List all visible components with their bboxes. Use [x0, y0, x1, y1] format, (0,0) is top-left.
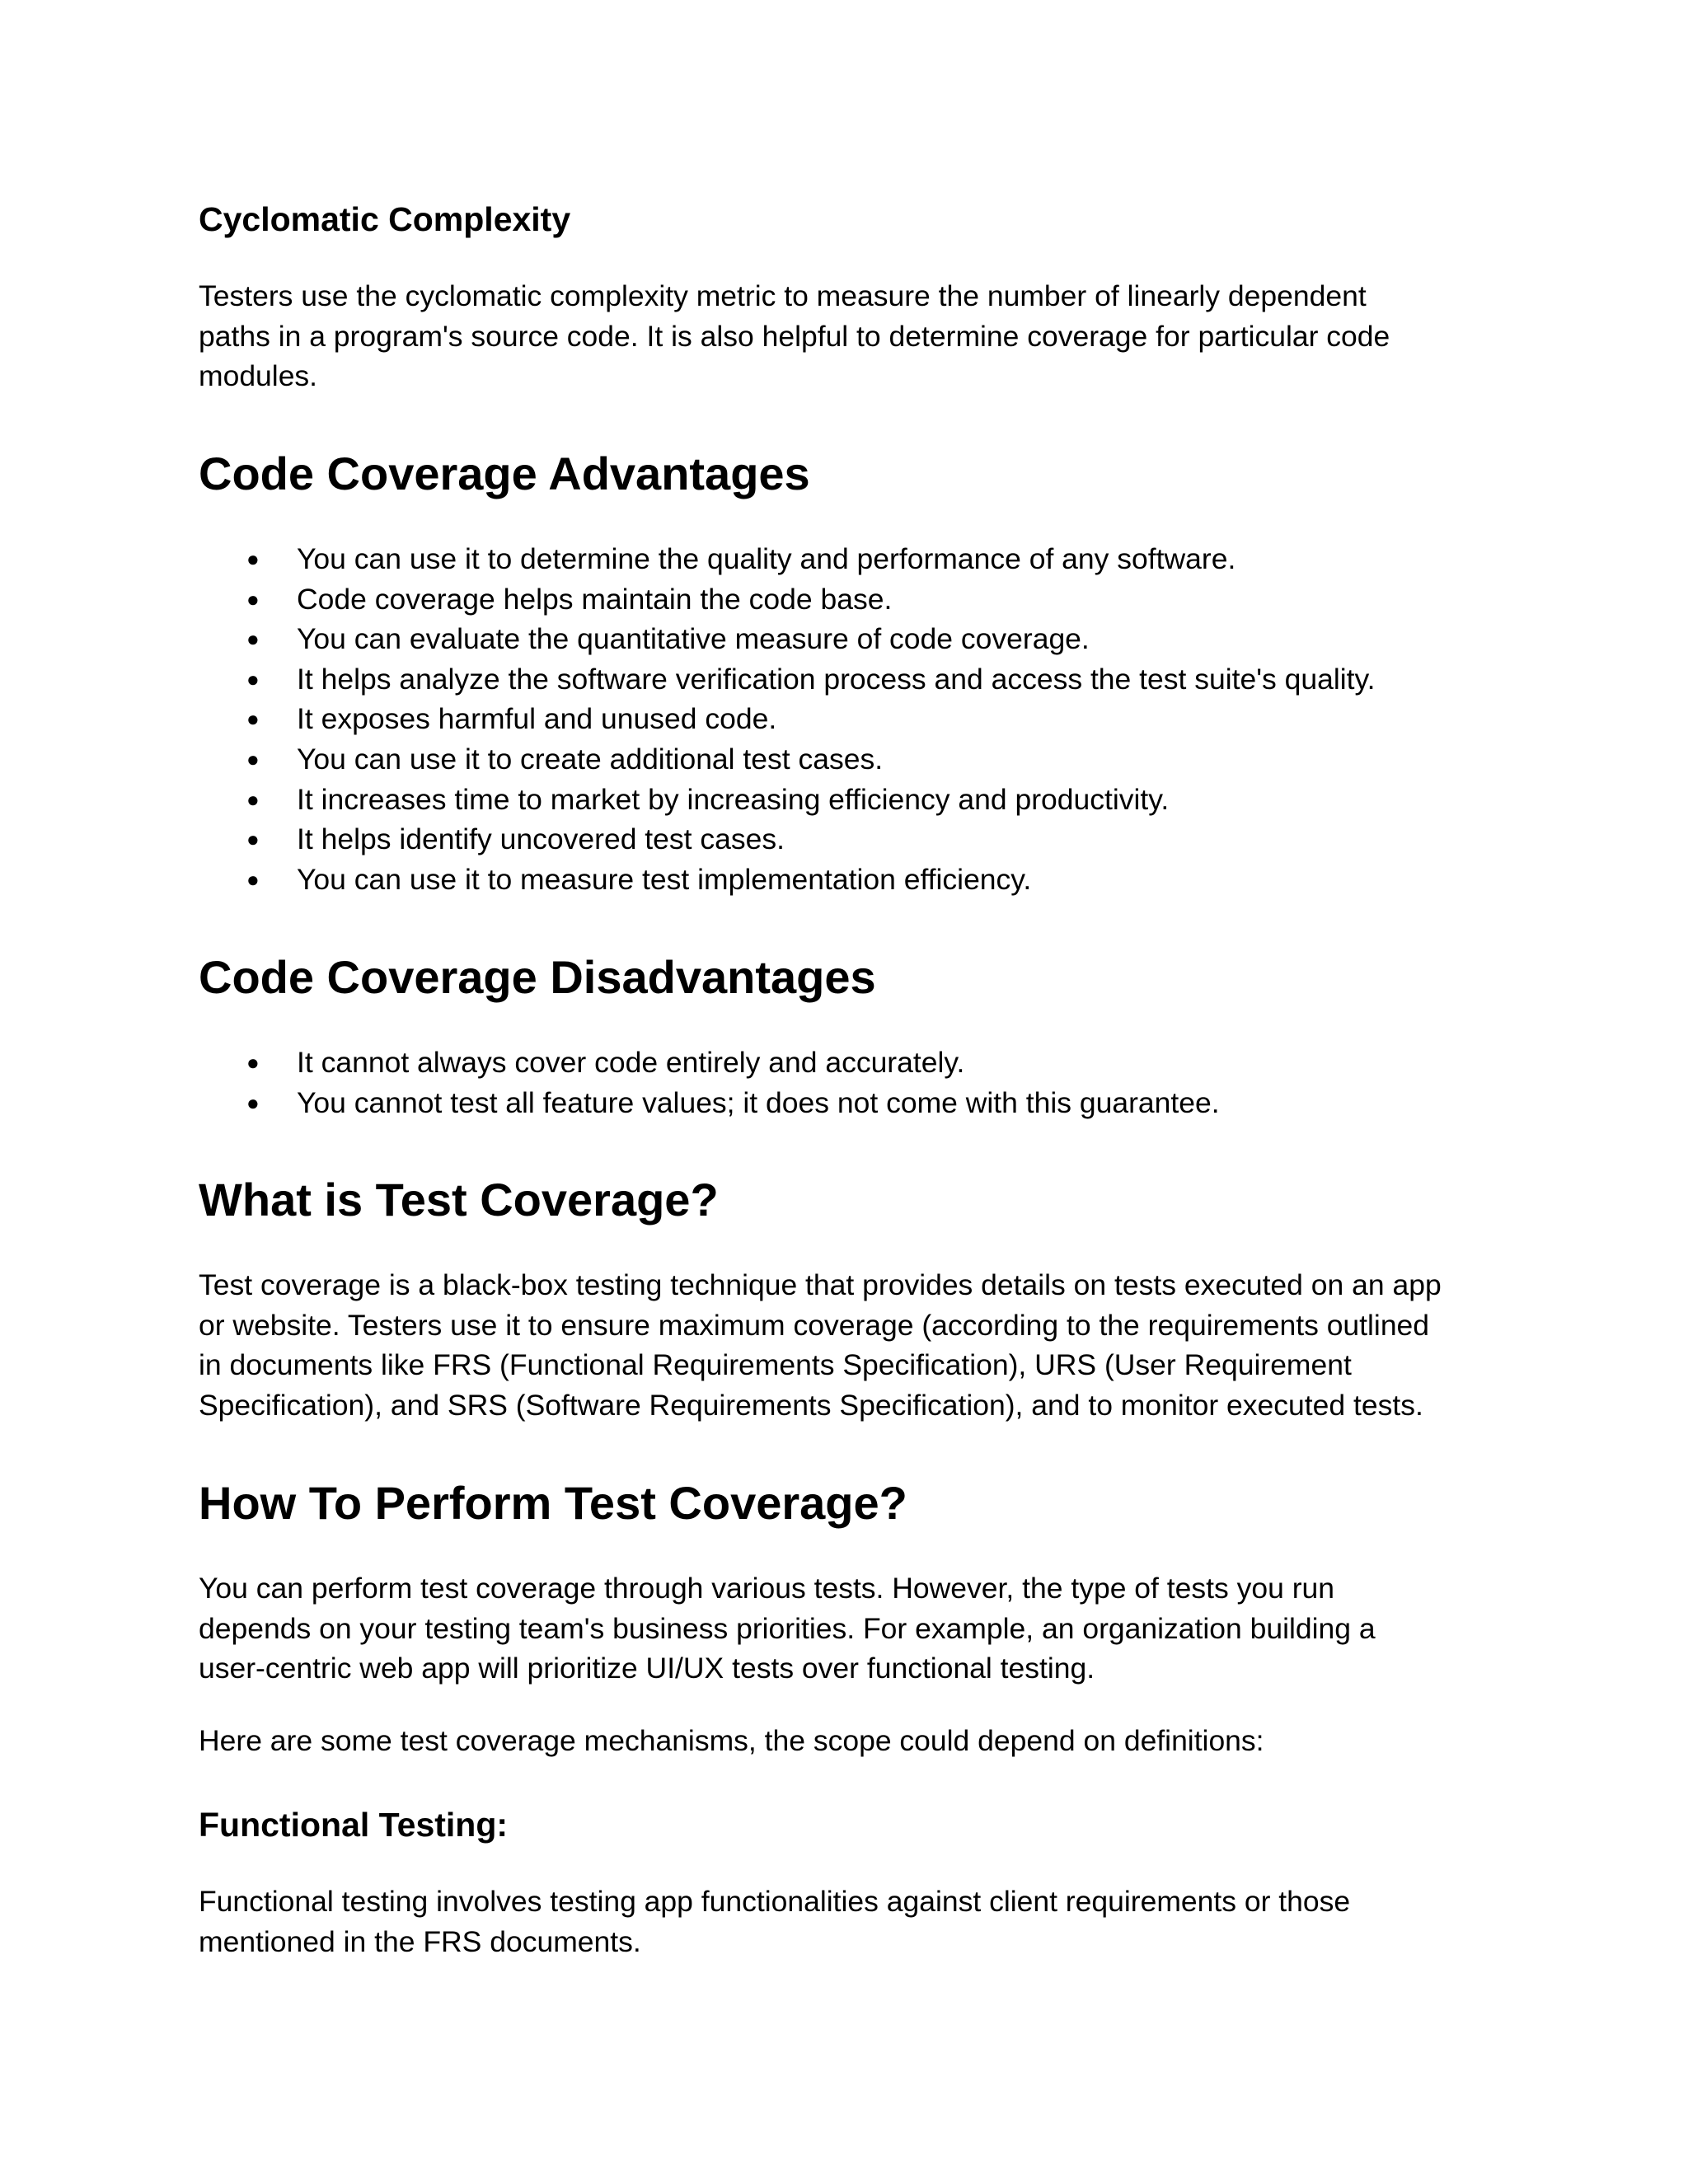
- paragraph-cyclomatic-complexity: [199, 276, 1509, 396]
- bullet-icon: ●: [246, 586, 260, 612]
- paragraph-line: or website. Testers use it to ensure maximum coverage (according to the requirements outlined: [199, 1308, 1430, 1342]
- list-item-text: You can evaluate the quantitative measure of code coverage.: [297, 622, 1090, 656]
- bullet-icon: ●: [246, 866, 260, 892]
- bullet-icon: ●: [246, 546, 260, 571]
- paragraph-test-coverage: [199, 1265, 1509, 1425]
- heading-code-coverage-disadvantages: Code Coverage Disadvantages: [199, 951, 876, 1003]
- bullet-icon: ●: [246, 746, 260, 771]
- list-item-text: It helps identify uncovered test cases.: [297, 823, 785, 856]
- heading-cyclomatic-complexity: Cyclomatic Complexity: [199, 200, 571, 238]
- bullet-icon: ●: [246, 827, 260, 852]
- paragraph-line: paths in a program's source code. It is also helpful to determine coverage for particular code: [199, 319, 1390, 353]
- list-item-text: It helps analyze the software verification process and access the test suite's quality.: [297, 662, 1376, 696]
- list-item-text: Code coverage helps maintain the code base.: [297, 582, 893, 616]
- paragraph-line: Here are some test coverage mechanisms, the scope could depend on definitions:: [199, 1724, 1264, 1757]
- bullet-icon: ●: [246, 1050, 260, 1075]
- bullet-icon: ●: [246, 626, 260, 652]
- bullet-icon: ●: [246, 786, 260, 812]
- heading-how-to-perform-test-coverage: How To Perform Test Coverage?: [199, 1477, 907, 1529]
- paragraph-line: You can perform test coverage through various tests. However, the type of tests you run: [199, 1572, 1335, 1605]
- paragraph-line: Testers use the cyclomatic complexity metric to measure the number of linearly dependent: [199, 279, 1367, 312]
- list-item-text: It exposes harmful and unused code.: [297, 702, 777, 736]
- paragraph-mechanisms: [199, 1721, 1509, 1761]
- list-item-text: You can use it to measure test implementation efficiency.: [297, 862, 1032, 896]
- paragraph-functional-testing: [199, 1882, 1509, 1961]
- paragraph-line: Specification), and SRS (Software Requirements Specification), and to monitor executed tests.: [199, 1388, 1423, 1422]
- paragraph-perform-test-coverage: [199, 1568, 1509, 1689]
- paragraph-line: mentioned in the FRS documents.: [199, 1924, 641, 1958]
- paragraph-line: modules.: [199, 359, 318, 393]
- paragraph-line: Test coverage is a black-box testing technique that provides details on tests executed on an app: [199, 1268, 1442, 1301]
- heading-what-is-test-coverage: What is Test Coverage?: [199, 1174, 719, 1226]
- paragraph-line: Functional testing involves testing app functionalities against client requirements or those: [199, 1885, 1351, 1918]
- list-item-text: It cannot always cover code entirely and accurately.: [297, 1046, 965, 1079]
- paragraph-line: user-centric web app will prioritize UI/UX tests over functional testing.: [199, 1652, 1095, 1685]
- bullet-icon: ●: [246, 706, 260, 732]
- paragraph-line: depends on your testing team's business priorities. For example, an organization building a: [199, 1611, 1376, 1645]
- list-item-text: It increases time to market by increasing efficiency and productivity.: [297, 782, 1170, 816]
- paragraph-line: in documents like FRS (Functional Requirements Specification), URS (User Requirement: [199, 1348, 1352, 1382]
- bullet-icon: ●: [246, 666, 260, 691]
- bullet-icon: ●: [246, 1090, 260, 1115]
- list-item-text: You cannot test all feature values; it does not come with this guarantee.: [297, 1085, 1220, 1119]
- list-item-text: You can use it to create additional test cases.: [297, 742, 884, 776]
- heading-functional-testing: Functional Testing:: [199, 1806, 509, 1844]
- heading-code-coverage-advantages: Code Coverage Advantages: [199, 448, 810, 499]
- list-item-text: You can use it to determine the quality and performance of any software.: [297, 542, 1236, 575]
